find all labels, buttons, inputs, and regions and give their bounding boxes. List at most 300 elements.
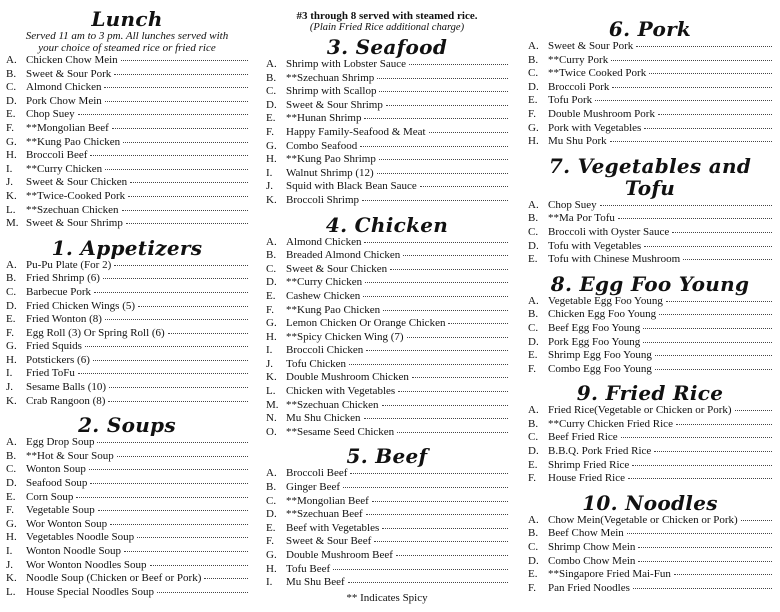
menu-item-letter: C. [528,225,539,238]
dot-leader [126,220,248,224]
menu-item-name: Chicken with Vegetables [286,385,396,398]
menu-item [6,354,248,368]
menu-item [266,481,508,495]
dot-leader [638,558,772,562]
dot-leader [85,343,248,347]
menu-item-name: Shrimp Chow Mein [548,541,636,554]
menu-item-letter: E. [6,313,16,326]
menu-item-name: **Hunan Shrimp [286,112,362,125]
dot-leader [621,434,772,438]
menu-item-letter: B. [6,449,17,462]
menu-item [6,217,248,231]
menu-item-name: Fried Rice(Vegetable or Chicken or Pork) [548,404,732,417]
dot-leader [644,125,772,129]
menu-item-name: Tofu Chicken [286,357,347,370]
menu-item-name: **Sesame Seed Chicken [286,425,395,438]
menu-item [528,349,772,363]
dot-leader [123,139,248,143]
menu-item-name: Wonton Noodle Soup [26,545,122,557]
menu-item-name: Wonton Soup [26,463,86,476]
menu-item-letter: C. [266,262,277,275]
menu-item-letter: D. [528,80,539,93]
menu-item-letter: D. [528,335,539,348]
menu-item-letter: C. [266,85,277,98]
menu-item-name: Almond Chicken [26,81,102,94]
dot-leader [366,347,508,351]
menu-item-name: House Special Noodles Soup [26,585,155,598]
menu-item [6,122,248,136]
menu-item [6,572,248,586]
menu-item-letter: A. [266,467,277,480]
dot-leader [364,239,508,243]
seafood-list [266,58,508,208]
dot-leader [429,129,508,133]
menu-item-letter: B. [6,67,17,80]
menu-item-letter: F. [266,125,274,138]
menu-item-letter: J. [266,180,274,193]
dot-leader [398,388,508,392]
menu-item-letter: F. [528,472,536,485]
menu-item [266,99,508,113]
menu-item-letter: A. [528,294,539,307]
menu-item [528,40,772,54]
menu-item [528,459,772,473]
menu-item [528,199,772,213]
menu-column-left [6,0,248,599]
menu-item [528,67,772,81]
menu-item-name: Mu Shu Chicken [286,412,361,425]
menu-item-name: Combo Egg Foo Young [548,362,652,375]
menu-item [6,381,248,395]
menu-item-name: Broccoli Pork [548,80,610,93]
menu-item-name: **Kung Pao Chicken [286,303,381,316]
menu-item [528,431,772,445]
menu-item-name: Double Mushroom Pork [548,107,655,120]
menu-item [266,563,508,577]
menu-item-letter: J. [6,381,14,394]
menu-item-letter: I. [266,166,273,179]
menu-item-name: Mu Shu Pork [548,135,607,148]
menu-item-name: Double Mushroom Beef [286,549,393,561]
dot-leader [364,115,508,119]
menu-item-name: Broccoli Beef [286,467,348,480]
menu-item-letter: H. [6,353,17,366]
menu-item [266,194,508,208]
rice-note-line1: #3 through 8 served with steamed rice. [296,10,478,22]
menu-item [528,122,772,136]
dot-leader [377,75,508,79]
menu-item-letter: E. [528,94,538,107]
dot-leader [360,143,508,147]
dot-leader [117,453,248,457]
menu-item-letter: G. [266,317,277,330]
menu-item-name: **Hot & Sour Soup [26,449,114,462]
menu-item-name: Chicken Egg Foo Young [548,308,657,321]
dot-leader [105,98,248,102]
rice-note-line2: (Plain Fried Rice additional charge) [309,22,465,33]
vegetables-list [528,199,772,267]
dot-leader [644,243,772,247]
soups-heading: 2. Soups [78,413,176,438]
menu-item [6,436,248,450]
menu-item-name: Breaded Almond Chicken [286,249,401,262]
menu-item [266,140,508,154]
dot-leader [333,566,508,570]
dot-leader [78,111,248,115]
menu-item-letter: A. [528,513,539,526]
dot-leader [420,183,508,187]
menu-item-letter: B. [266,71,277,84]
menu-item-letter: E. [266,112,276,125]
menu-item-letter: C. [266,494,277,507]
dot-leader [595,97,772,101]
menu-item [6,491,248,505]
menu-item-name: **Szechuan Beef [286,508,363,521]
menu-item-name: Vegetable Egg Foo Young [548,294,663,307]
menu-item-name: Mu Shu Beef [286,576,345,589]
menu-item [266,236,508,250]
menu-item-letter: I. [6,545,13,557]
menu-item-letter: I. [6,367,13,380]
menu-item [6,163,248,177]
menu-item-letter: D. [6,94,17,107]
seafood-heading: 3. Seafood [326,35,448,59]
menu-item [266,399,508,413]
dot-leader [363,293,508,297]
menu-item-name: **Curry Chicken [286,276,363,289]
menu-item-letter: H. [266,562,277,575]
menu-item-letter: G. [266,549,277,561]
menu-item [266,549,508,563]
menu-item-letter: B. [6,272,17,285]
menu-item-name: Shrimp Egg Foo Young [548,349,652,362]
menu-item-name: Corn Soup [26,490,74,503]
menu-item [528,582,772,596]
egg-foo-young-heading: 8. Egg Foo Young [550,271,750,296]
dot-leader [137,534,248,538]
fried-rice-list [528,404,772,486]
menu-item-name: Noodle Soup (Chicken or Beef or Pork) [26,572,202,585]
menu-item [266,508,508,522]
menu-item-letter: A. [528,40,539,52]
dot-leader [98,507,248,511]
menu-item [528,527,772,541]
menu-item [6,463,248,477]
dot-leader [124,548,248,552]
menu-item-letter: D. [528,554,539,567]
dot-leader [97,439,248,443]
menu-item [6,450,248,464]
dot-leader [343,484,508,488]
menu-item-name: Sweet & Sour Pork [26,67,112,80]
dot-leader [612,84,772,88]
pork-list [528,40,772,149]
menu-item [528,81,772,95]
menu-item-name: Egg Drop Soup [26,436,95,449]
dot-leader [396,552,508,556]
dot-leader [168,330,248,334]
dot-leader [610,138,772,142]
noodles-list [528,514,772,596]
menu-item-letter: K. [266,371,277,384]
menu-item-name: Potstickers (6) [26,353,90,366]
menu-item-letter: E. [266,521,276,534]
menu-item-letter: A. [6,54,17,66]
menu-item-name: Egg Roll (3) Or Spring Roll (6) [26,326,165,339]
menu-item-name: Pu-Pu Plate (For 2) [26,258,112,271]
menu-item [6,586,248,600]
menu-item [528,568,772,582]
menu-item-name: Fried Squids [26,340,82,353]
menu-item-letter: H. [528,135,539,148]
dot-leader [365,279,508,283]
menu-item-name: **Szechuan Shrimp [286,71,375,84]
menu-item-letter: C. [6,81,17,94]
menu-item-letter: C. [528,541,539,554]
dot-leader [659,311,772,315]
vegetables-heading: 7. Vegetables and Tofu [548,153,752,200]
menu-item-name: Beef Chow Mein [548,527,624,540]
menu-item-letter: F. [266,303,274,316]
menu-item-name: Double Mushroom Chicken [286,371,409,384]
dot-leader [632,462,772,466]
dot-leader [643,339,772,343]
dot-leader [103,275,248,279]
dot-leader [377,170,508,174]
menu-item-letter: M. [266,398,279,411]
dot-leader [386,102,508,106]
dot-leader [114,262,248,266]
menu-column-middle [266,0,508,604]
dot-leader [350,470,508,474]
menu-item [528,295,772,309]
menu-item-name: Broccoli Beef [26,149,88,162]
menu-item-letter: O. [266,425,277,438]
dot-leader [643,325,772,329]
menu-item-name: **Curry Pork [548,53,609,66]
menu-item-letter: A. [6,436,17,449]
menu-item-letter: J. [6,176,14,189]
menu-item-name: Shrimp with Scallop [286,85,377,98]
menu-item-name: Cashew Chicken [286,289,361,302]
appetizers-list [6,259,248,409]
dot-leader [128,193,248,197]
menu-item [6,327,248,341]
menu-item-letter: K. [6,572,17,585]
menu-item [266,263,508,277]
dot-leader [108,398,248,402]
dot-leader [78,370,248,374]
menu-item-name: Pan Fried Noodles [548,581,630,594]
dot-leader [89,466,248,470]
menu-item [6,504,248,518]
menu-item-name: Broccoli with Oyster Sauce [548,225,670,238]
menu-item-name: Tofu with Vegetables [548,239,642,252]
menu-item [528,336,772,350]
menu-item [528,94,772,108]
menu-item-name: Sweet & Sour Chicken [286,262,388,275]
menu-item-name: Chop Suey [26,108,75,121]
menu-item [266,344,508,358]
menu-column-right [528,0,772,595]
menu-item [266,72,508,86]
menu-item [528,135,772,149]
menu-item [6,395,248,409]
menu-item-letter: E. [528,253,538,266]
menu-item-name: Ginger Beef [286,481,341,494]
menu-item-letter: K. [6,394,17,407]
menu-item-name: **Mongolian Beef [286,494,369,507]
menu-item-name: Seafood Soup [26,477,88,490]
menu-item-letter: D. [266,508,277,521]
dot-leader [672,229,772,233]
menu-item-name: Happy Family-Seafood & Meat [286,125,426,138]
menu-item-name: **Twice Cooked Pork [548,67,647,80]
menu-item [266,249,508,263]
menu-item-name: **Singapore Fried Mai-Fun [548,568,671,581]
menu-item-name: **Mongolian Beef [26,121,109,134]
dot-leader [90,152,248,156]
menu-item-name: House Fried Rice [548,472,625,485]
dot-leader [412,374,508,378]
menu-item [6,300,248,314]
menu-item-letter: B. [528,53,539,66]
dot-leader [390,266,508,270]
dot-leader [448,320,508,324]
menu-item-name: **Ma Por Tofu [548,212,615,225]
fried-rice-heading: 9. Fried Rice [576,381,724,406]
menu-item [266,371,508,385]
menu-item [266,535,508,549]
dot-leader [600,202,772,206]
menu-item [266,167,508,181]
menu-item [266,358,508,372]
menu-item-letter: H. [6,531,17,544]
dot-leader [627,530,772,534]
menu-item [6,259,248,273]
menu-item [6,313,248,327]
dot-leader [741,517,772,521]
menu-item-name: **Szechuan Chicken [26,203,119,216]
dot-leader [130,179,248,183]
menu-item-name: **Twice-Cooked Pork [26,189,126,202]
menu-item [6,136,248,150]
menu-item [528,308,772,322]
menu-item [6,204,248,218]
menu-item-letter: H. [6,149,17,162]
menu-item-letter: B. [528,417,539,430]
menu-item-letter: H. [266,330,277,343]
dot-leader [633,585,772,589]
menu-item-name: Fried Wonton (8) [26,313,102,326]
dot-leader [362,197,508,201]
menu-item [6,531,248,545]
menu-item-letter: A. [266,58,277,70]
lunch-note-line2: your choice of steamed rice or fried rice [38,42,216,54]
menu-item-name: Wor Wonton Soup [26,517,108,530]
menu-item [266,317,508,331]
menu-item-name: **Spicy Chicken Wing (7) [286,330,404,343]
menu-item-letter: H. [266,153,277,166]
menu-item-name: Sweet & Sour Pork [548,40,634,52]
menu-item [6,545,248,559]
menu-item [266,495,508,509]
menu-item-letter: G. [6,135,17,148]
soups-list [6,436,248,599]
menu-item [266,180,508,194]
menu-item [528,322,772,336]
menu-item [6,95,248,109]
dot-leader [654,448,772,452]
menu-item-letter: K. [6,189,17,202]
menu-item [266,290,508,304]
menu-item [528,54,772,68]
menu-item-letter: M. [6,217,19,230]
menu-item [6,518,248,532]
dot-leader [382,402,508,406]
dot-leader [157,589,248,593]
menu-item-letter: C. [6,285,17,298]
menu-item [266,126,508,140]
menu-item-letter: I. [266,344,273,357]
menu-item [6,367,248,381]
dot-leader [364,415,508,419]
menu-item-letter: K. [266,193,277,206]
lunch-note-line1: Served 11 am to 3 pm. All lunches served with [25,30,229,42]
dot-leader [93,357,248,361]
dot-leader [366,511,508,515]
menu-item [266,112,508,126]
menu-item-name: Pork Chow Mein [26,94,102,107]
menu-item [6,340,248,354]
dot-leader [611,57,772,61]
menu-item-letter: D. [528,445,539,458]
dot-leader [407,334,508,338]
menu-item-letter: F. [6,504,14,517]
menu-item-letter: D. [6,299,17,312]
dot-leader [112,125,248,129]
menu-item-name: Lemon Chicken Or Orange Chicken [286,317,446,330]
menu-item-name: Fried Shrimp (6) [26,272,100,285]
dot-leader [109,384,248,388]
dot-leader [409,61,508,65]
dot-leader [735,407,772,411]
menu-item [6,68,248,82]
dot-leader [655,366,772,370]
menu-item-name: Shrimp with Lobster Sauce [286,58,407,70]
dot-leader [121,57,248,61]
menu-item-letter: G. [6,340,17,353]
menu-item-name: **Kung Pao Chicken [26,135,121,148]
menu-item [528,514,772,528]
dot-leader [658,111,772,115]
menu-item [6,190,248,204]
appetizers-heading: 1. Appetizers [51,235,203,260]
menu-item-name: Wor Wonton Noodles Soup [26,558,147,571]
menu-item-letter: C. [6,463,17,476]
menu-item-letter: N. [266,412,277,425]
menu-item-letter: B. [528,308,539,321]
dot-leader [379,156,508,160]
menu-item-name: Crab Rangoon (8) [26,394,106,407]
dot-leader [638,544,772,548]
dot-leader [138,303,248,307]
dot-leader [122,207,248,211]
menu-item [6,176,248,190]
dot-leader [114,71,248,75]
menu-item [266,276,508,290]
dot-leader [674,571,772,575]
